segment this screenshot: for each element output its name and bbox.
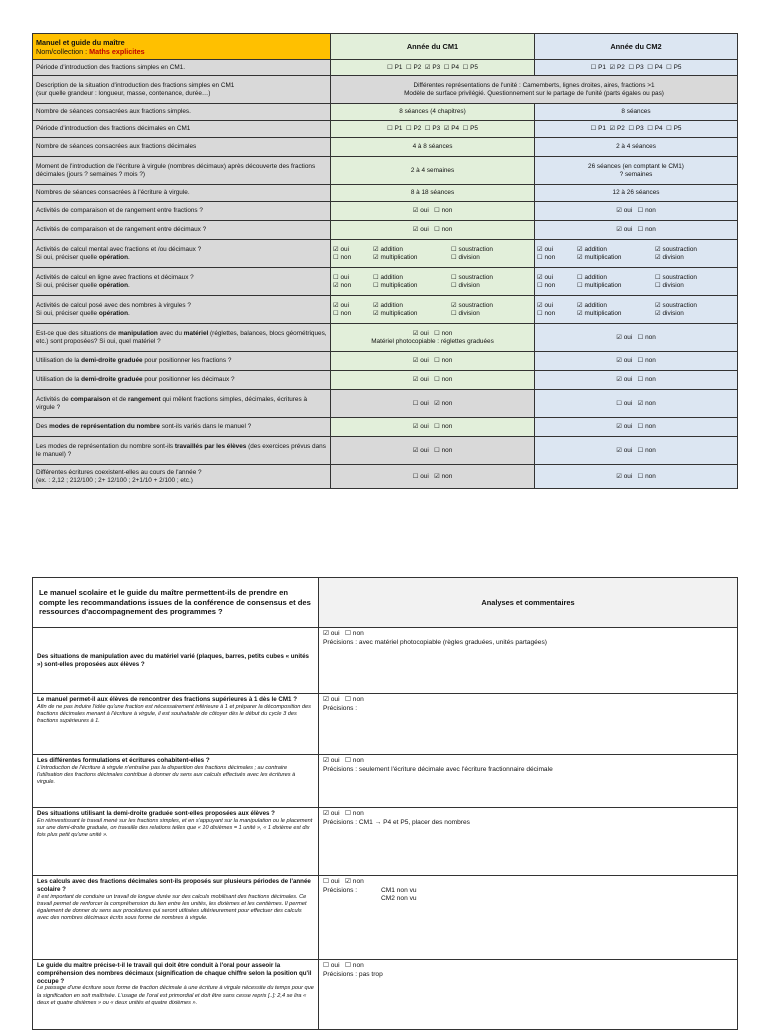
table-row: [33, 390, 738, 418]
table-row: [33, 202, 738, 221]
question-cell: Utilisation de la demi-droite graduée pour positionner les décimaux ?: [33, 371, 331, 390]
yes-no-cm1[interactable]: ☑ oui ☐ non: [331, 418, 535, 437]
question-cell: Les modes de représentation du nombre sont-ils travaillés par les élèves (des exercices prévus dans le manuel) ?: [33, 437, 331, 465]
question-cell: Moment de l'introduction de l'écriture à virgule (nombres décimaux) après découverte des fractions décimales (jours ? semaines ? mois ?): [33, 157, 331, 185]
comment-cell[interactable]: ☑ oui ☐ non Précisions :: [319, 694, 738, 755]
table-row: [33, 418, 738, 437]
table-row: [33, 808, 738, 876]
table-row: [33, 371, 738, 390]
question-cell: Le manuel permet-il aux élèves de rencontrer des fractions supérieures à 1 dès le CM1 ? Afin de ne pas induire l'idée qu'une fraction est nécessairement inférieure à 1 et préparer la décomposition des fractions décimales menant à l'écriture à virgule, il est souhaitable de côtoyer dès le début du cycle 3 des fractions supérieures à 1.: [33, 694, 319, 755]
table-row: [33, 694, 738, 755]
question-cell: Activités de comparaison et de rangement entre décimaux ?: [33, 221, 331, 240]
yes-no-cm2[interactable]: ☑ oui ☐ non: [535, 418, 738, 437]
operations-cm2[interactable]: ☑ oui ☐ addition ☐ soustraction ☐ non ☐ multiplication ☐ division: [535, 268, 738, 296]
answer-cm2: 2 à 4 séances: [535, 138, 738, 157]
recommendations-table: [32, 577, 738, 1030]
yes-no-cm2[interactable]: ☑ oui ☐ non: [535, 437, 738, 465]
table-row: [33, 60, 738, 76]
table-row: [33, 628, 738, 694]
question-cell: Différentes écritures coexistent-elles au cours de l'année ? (ex. : 2,12 ; 212/100 ; 2+ 12/100 ; 2+1/10 + 2/100 ; etc.): [33, 465, 331, 489]
comment-cell[interactable]: ☑ oui ☐ non Précisions : avec matériel photocopiable (règles graduées, unités partagées): [319, 628, 738, 694]
table-row: [33, 268, 738, 296]
collection-label: Nom/collection :: [36, 46, 90, 56]
collection-value: Maths explicites: [89, 46, 145, 56]
table-row: [33, 437, 738, 465]
question-cell: Période d'introduction des fractions simples en CM1.: [33, 60, 331, 76]
question-cell: Des situations de manipulation avec du matériel varié (plaques, barres, petits cubes « unités ») sont-elles proposées aux élèves ?: [33, 628, 319, 694]
table-row: [33, 296, 738, 324]
comparison-table: [32, 33, 738, 489]
yes-no-cm1[interactable]: ☑ oui ☐ non: [331, 352, 535, 371]
question-cell: Activités de calcul posé avec des nombres à virgules ? Si oui, préciser quelle opération.: [33, 296, 331, 324]
table-row: [33, 352, 738, 371]
operations-cm1[interactable]: ☑ oui ☑ addition ☑ soustraction ☐ non ☑ multiplication ☐ division: [331, 296, 535, 324]
comment-cell[interactable]: ☑ oui ☐ non Précisions : seulement l'écriture décimale avec l'écriture fractionnaire décimale: [319, 755, 738, 808]
yes-no-cm2[interactable]: ☑ oui ☐ non: [535, 202, 738, 221]
question-cell: Activités de comparaison et de rangement entre fractions ?: [33, 202, 331, 221]
comment-cell[interactable]: ☑ oui ☐ non Précisions : CM1 → P4 et P5, placer des nombres: [319, 808, 738, 876]
yes-no-cm1[interactable]: ☑ oui ☐ non Matériel photocopiable : réglettes graduées: [331, 324, 535, 352]
question-cell: Nombres de séances consacrées à l'écriture à virgule.: [33, 185, 331, 202]
question-cell: Les différentes formulations et écritures cohabitent-elles ? L'introduction de l'écriture à virgule n'entraîne pas la disparition des fractions décimales ; au contraire l'utilisation des fractions décimales contribue à donner du sens aux calculs effectués avec les écritures à virgule.: [33, 755, 319, 808]
table-row: [33, 324, 738, 352]
table-row: [33, 755, 738, 808]
operations-cm2[interactable]: ☑ oui ☑ addition ☑ soustraction ☐ non ☑ multiplication ☑ division: [535, 296, 738, 324]
table-row: [33, 876, 738, 960]
yes-no-cm1[interactable]: ☑ oui ☐ non: [331, 221, 535, 240]
analyses-header: Analyses et commentaires: [319, 578, 738, 628]
answer-cm2: 26 séances (en comptant le CM1) ? semaines: [535, 157, 738, 185]
question-cell: Des modes de représentation du nombre sont-ils variés dans le manuel ?: [33, 418, 331, 437]
answer-cm1: 2 à 4 semaines: [331, 157, 535, 185]
cm2-header: Année du CM2: [535, 34, 738, 60]
table-row: [33, 157, 738, 185]
question-cell: Description de la situation d'introduction des fractions simples en CM1 (sur quelle grandeur : longueur, masse, contenance, durée…): [33, 76, 331, 104]
question-cell: Utilisation de la demi-droite graduée pour positionner les fractions ?: [33, 352, 331, 371]
answer-cm1: 8 séances (4 chapitres): [331, 104, 535, 121]
answer-cm2: 12 à 26 séances: [535, 185, 738, 202]
answer-cell-merged: Différentes représentations de l'unité : Camemberts, lignes droites, aires, fractions >1 Modèle de surface privilégié. Questionnement sur le partage de l'unité (parts égales ou pas): [331, 76, 738, 104]
answer-cm1: 4 à 8 séances: [331, 138, 535, 157]
table-row: [33, 185, 738, 202]
answer-cm2: 8 séances: [535, 104, 738, 121]
table-row: [33, 960, 738, 1030]
yes-no-cm2[interactable]: ☑ oui ☐ non: [535, 221, 738, 240]
table-row: [33, 76, 738, 104]
table-row: [33, 240, 738, 268]
question-cell: Les calculs avec des fractions décimales sont-ils proposés sur plusieurs périodes de l'année scolaire ? Il est important de conduire un travail de longue durée sur des calculs mobilisant des fractions décimales. Ce travail permet de renforcer la compréhension du lien entre les unités, les dixièmes et les centièmes. Il permet également de donner du sens aux procédures qui seront utilisées ultérieurement pour effectuer des calculs avec des nombres décimaux écrits sous forme de nombres à virgule.: [33, 876, 319, 960]
comment-cell[interactable]: ☐ oui ☐ non Précisions : pas trop: [319, 960, 738, 1030]
period-checkboxes-cm1[interactable]: ☐ P1 ☐ P2 ☑ P3 ☐ P4 ☐ P5: [331, 60, 535, 76]
table-row: [33, 221, 738, 240]
yes-no-cm1[interactable]: ☑ oui ☐ non: [331, 437, 535, 465]
question-cell: Des situations utilisant la demi-droite graduée sont-elles proposées aux élèves ? En réinvestissant le travail mené sur les fractions simples, et en s'appuyant sur la manipulation ou le placement sur une demi-droite graduée, on travaille des relations telles que « 10 dixièmes = 1 unité », « 1 dixième est dix fois plus petit qu'une unité ».: [33, 808, 319, 876]
question-cell: Le guide du maître précise-t-il le travail qui doit être conduit à l'oral pour asseoir la compréhension des nombres décimaux (signification de chaque chiffre selon la position qu'il occupe ? Le passage d'une écriture sous forme de fraction décimale à une écriture à virgule nécessite du temps pour que la signification en soit maîtrisée. L'usage de l'oral est primordial et doit être sans cesse repris [..]: 2,4 se lira « deux et quatre dixièmes » ou « deux unités et quatre dixièmes ».: [33, 960, 319, 1030]
period-checkboxes-cm1[interactable]: ☐ P1 ☐ P2 ☐ P3 ☑ P4 ☐ P5: [331, 121, 535, 138]
yes-no-cm2[interactable]: ☑ oui ☐ non: [535, 352, 738, 371]
table-header-row: [33, 34, 738, 60]
question-cell: Période d'introduction des fractions décimales en CM1: [33, 121, 331, 138]
manual-title: Manuel et guide du maître: [36, 37, 125, 47]
yes-no-cm1[interactable]: ☑ oui ☐ non: [331, 202, 535, 221]
operations-cm1[interactable]: ☑ oui ☑ addition ☐ soustraction ☐ non ☑ multiplication ☐ division: [331, 240, 535, 268]
table-row: [33, 104, 738, 121]
question-cell: Activités de comparaison et de rangement qui mêlent fractions simples, décimales, écritures à virgule ?: [33, 390, 331, 418]
yes-no-cm2[interactable]: ☑ oui ☐ non: [535, 371, 738, 390]
table-row: [33, 121, 738, 138]
question-cell: Activités de calcul en ligne avec fractions et décimaux ? Si oui, préciser quelle opération.: [33, 268, 331, 296]
yes-no-cm2[interactable]: ☑ oui ☐ non: [535, 465, 738, 489]
comment-cell[interactable]: ☐ oui ☑ non Précisions : CM1 non vu CM2 non vu: [319, 876, 738, 960]
table-row: [33, 138, 738, 157]
answer-cm1: 8 à 18 séances: [331, 185, 535, 202]
cm1-header: Année du CM1: [331, 34, 535, 60]
yes-no-cm1[interactable]: ☑ oui ☐ non: [331, 371, 535, 390]
question-cell: Activités de calcul mental avec fractions et /ou décimaux ? Si oui, préciser quelle opération.: [33, 240, 331, 268]
question-cell: Nombre de séances consacrées aux fractions simples.: [33, 104, 331, 121]
manual-title-cell: [33, 34, 331, 60]
question-cell: Est-ce que des situations de manipulation avec du matériel (réglettes, balances, blocs géométriques, etc.) sont proposées? Si oui, quel matériel ?: [33, 324, 331, 352]
operations-cm2[interactable]: ☑ oui ☑ addition ☑ soustraction ☐ non ☑ multiplication ☑ division: [535, 240, 738, 268]
period-checkboxes-cm2[interactable]: ☐ P1 ☑ P2 ☐ P3 ☐ P4 ☐ P5: [535, 60, 738, 76]
yes-no-cm2[interactable]: ☐ oui ☑ non: [535, 390, 738, 418]
table-header-row: [33, 578, 738, 628]
yes-no-cm2[interactable]: ☑ oui ☐ non: [535, 324, 738, 352]
operations-cm1[interactable]: ☐ oui ☐ addition ☐ soustraction ☑ non ☐ multiplication ☐ division: [331, 268, 535, 296]
question-cell: Nombre de séances consacrées aux fractions décimales: [33, 138, 331, 157]
table-row: [33, 465, 738, 489]
yes-no-cm1[interactable]: ☐ oui ☑ non: [331, 465, 535, 489]
recommendations-question-header: Le manuel scolaire et le guide du maître permettent-ils de prendre en compte les recommandations issues de la conférence de consensus et des ressources d'accompagnement des programmes ?: [33, 578, 319, 628]
period-checkboxes-cm2[interactable]: ☐ P1 ☑ P2 ☐ P3 ☐ P4 ☐ P5: [535, 121, 738, 138]
yes-no-cm1[interactable]: ☐ oui ☑ non: [331, 390, 535, 418]
